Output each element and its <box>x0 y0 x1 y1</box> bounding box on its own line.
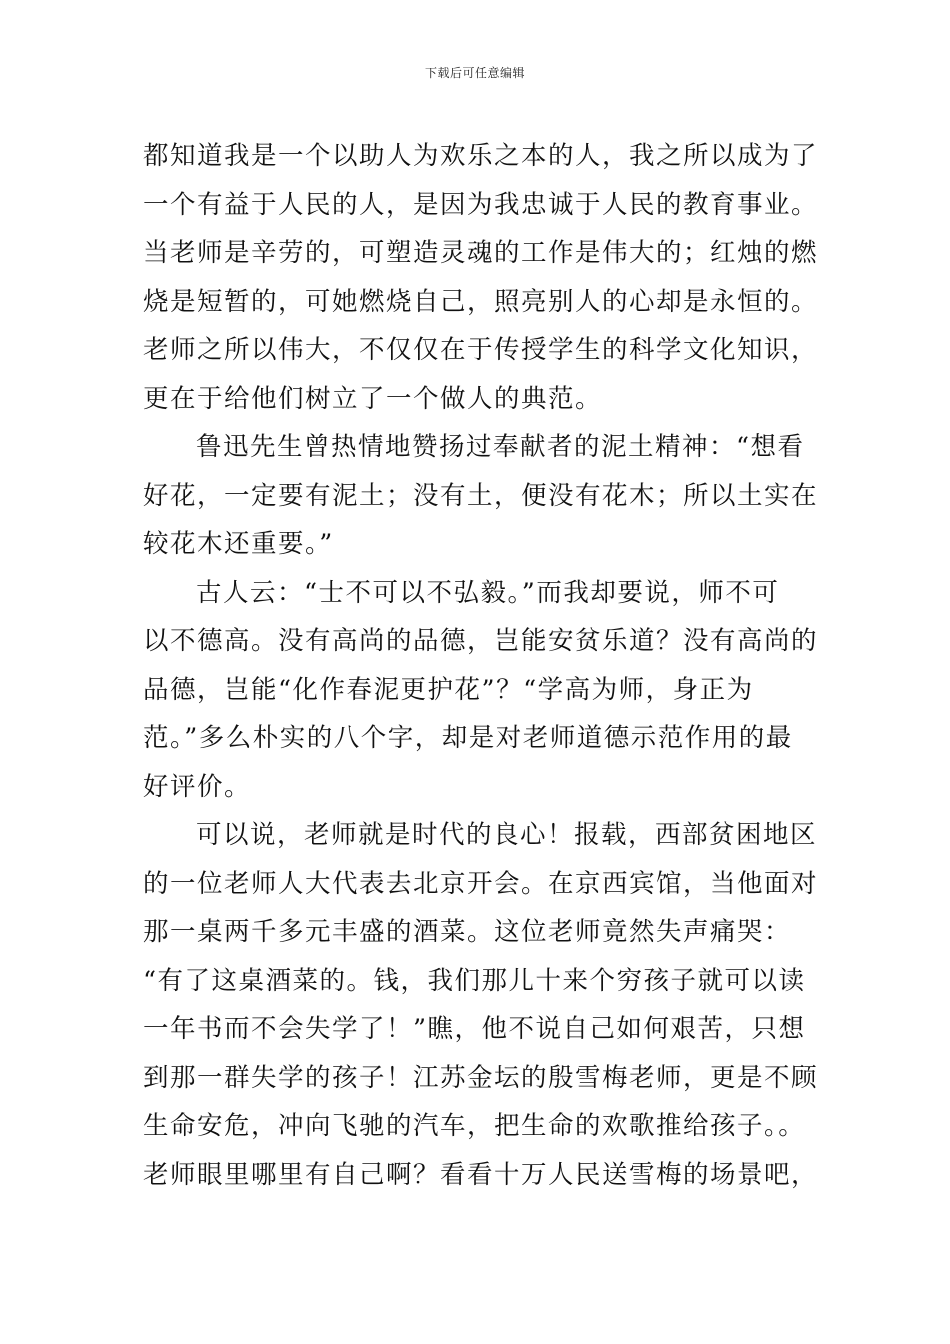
text-line: 到那一群失学的孩子！江苏金坛的殷雪梅老师，更是不顾 <box>143 1062 819 1093</box>
text-line: 老师眼里哪里有自己啊？看看十万人民送雪梅的场景吧， <box>143 1159 819 1190</box>
text-line: 范。”多么朴实的八个字，却是对老师道德示范作用的最 <box>143 723 793 753</box>
text-line: 一年书而不会失学了！”瞧，他不说自己如何艰苦，只想 <box>143 1014 806 1044</box>
body-text <box>143 132 819 1199</box>
text-line: 当老师是辛劳的，可塑造灵魂的工作是伟大的；红烛的燃 <box>143 238 819 268</box>
text-line: 的一位老师人大代表去北京开会。在京西宾馆，当他面对 <box>143 868 819 899</box>
text-line: 老师之所以伟大，不仅仅在于传授学生的科学文化知识， <box>143 335 819 365</box>
text-line: 好评价。 <box>143 771 252 802</box>
text-line: 好花，一定要有泥土；没有土，便没有花木；所以土实在 <box>143 480 819 511</box>
paragraph-start-line: 鲁迅先生曾热情地赞扬过奉献者的泥土精神：“想看 <box>196 432 805 462</box>
paragraph-start-line: 古人云：“士不可以不弘毅。”而我却要说，师不可 <box>196 577 780 608</box>
paragraph-start-line: 可以说，老师就是时代的良心！报载，西部贫困地区 <box>196 820 818 850</box>
text-line: 品德，岂能“化作春泥更护花”？“学高为师，身正为 <box>143 674 754 705</box>
text-line: 较花木还重要。” <box>143 529 334 559</box>
page-header: 下载后可任意编辑 <box>424 66 525 80</box>
text-line: 以不德高。没有高尚的品德，岂能安贫乐道？没有高尚的 <box>143 626 819 656</box>
text-line: “有了这桌酒菜的。钱，我们那儿十来个穷孩子就可以读 <box>143 965 806 996</box>
text-line: 生命安危，冲向飞驰的汽车，把生命的欢歌推给孩子。。 <box>143 1111 806 1141</box>
text-line: 那一桌两千多元丰盛的酒菜。这位老师竟然失声痛哭： <box>143 917 792 947</box>
text-line: 一个有益于人民的人，是因为我忠诚于人民的教育事业。 <box>143 189 819 220</box>
text-line: 都知道我是一个以助人为欢乐之本的人，我之所以成为了 <box>143 141 819 171</box>
text-line: 烧是短暂的，可她燃烧自己，照亮别人的心却是永恒的。 <box>143 286 819 317</box>
text-line: 更在于给他们树立了一个做人的典范。 <box>143 383 603 414</box>
